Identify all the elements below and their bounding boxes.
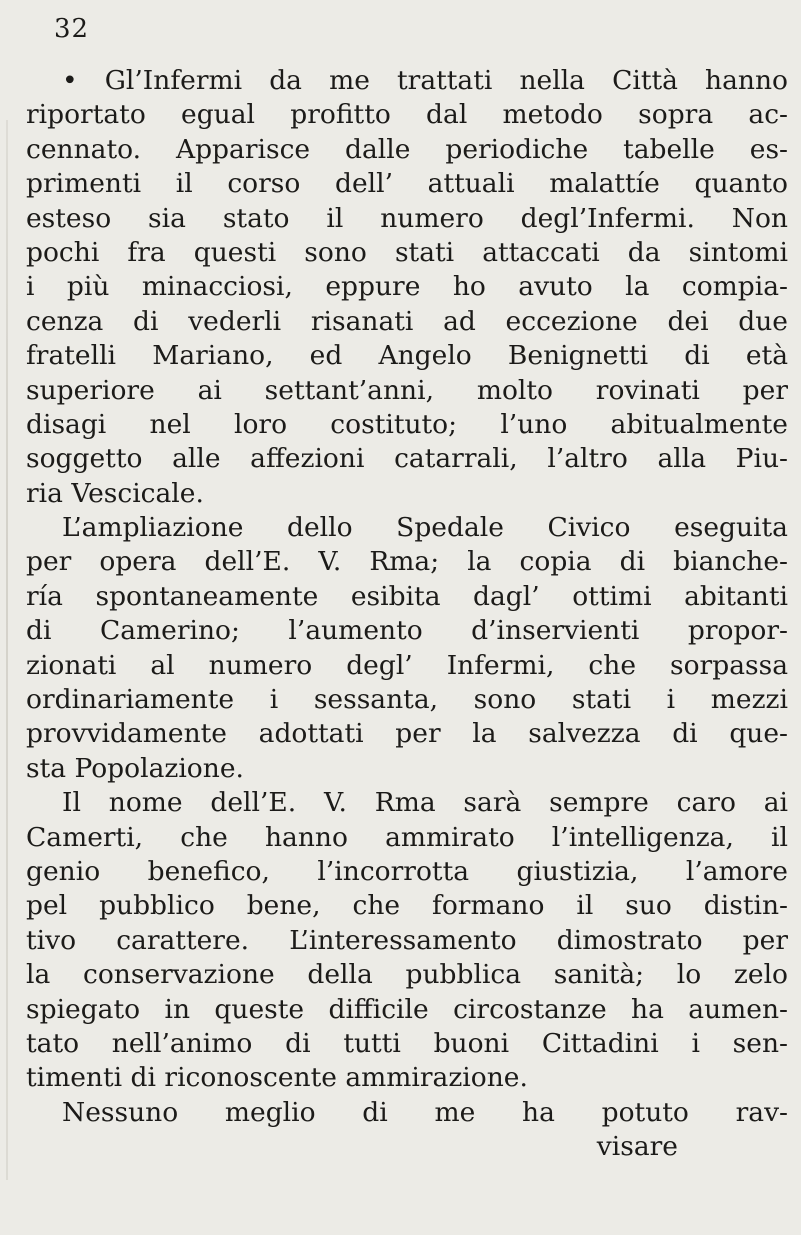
text-line: pel pubblico bene, che formano il suo distin- (26, 890, 788, 922)
text-line: di Camerino; l’aumento d’inservienti propor- (26, 615, 788, 647)
text-line: disagi nel loro costituto; l’uno abitualmente (26, 408, 788, 440)
text-line: pochi fra questi sono stati attaccati da sintomi (26, 236, 788, 268)
text-line: esteso sia stato il numero degl’Infermi. Non (26, 202, 788, 234)
text-line: ría spontaneamente esibita dagl’ ottimi abitanti (26, 580, 788, 612)
gutter-shadow (6, 120, 8, 1180)
text-line: sta Popolazione. (26, 752, 244, 784)
text-line: • Gl’Infermi da me trattati nella Città hanno (62, 65, 788, 96)
text-line: i più minacciosi, eppure ho avuto la compia- (26, 271, 788, 303)
text-line: timenti di riconoscente ammirazione. (26, 1062, 528, 1094)
text-line: spiegato in queste difficile circostanze ha aumen- (26, 993, 788, 1025)
text-line: fratelli Mariano, ed Angelo Benignetti di età (26, 340, 788, 372)
text-line: tivo carattere. L’interessamento dimostrato per (26, 924, 788, 956)
text-line: cenza di vederli risanati ad eccezione dei due (26, 305, 788, 337)
text-line: Il nome dell’E. V. Rma sarà sempre caro ai (62, 787, 788, 819)
text-line: visare (596, 1131, 678, 1163)
text-line: la conservazione della pubblica sanità; lo zelo (26, 959, 788, 991)
text-line: tato nell’animo di tutti buoni Cittadini i sen- (26, 1027, 788, 1059)
text-line: superiore ai settant’anni, molto rovinati per (26, 374, 788, 406)
text-line: genio benefico, l’incorrotta giustizia, l’amore (26, 855, 788, 887)
body-text (26, 64, 788, 1165)
text-line: provvidamente adottati per la salvezza di que- (26, 718, 788, 750)
text-line: Camerti, che hanno ammirato l’intelligenza, il (26, 821, 788, 853)
text-line: Nessuno meglio di me ha potuto rav- (62, 1096, 788, 1128)
text-line: per opera dell’E. V. Rma; la copia di bianche- (26, 546, 788, 578)
text-line: ria Vescicale. (26, 477, 204, 509)
text-line: zionati al numero degl’ Infermi, che sorpassa (26, 649, 788, 681)
page-number: 32 (54, 14, 90, 44)
text-line: riportato egual profitto dal metodo sopra ac- (26, 99, 788, 131)
text-line: cennato. Apparisce dalle periodiche tabelle es- (26, 133, 788, 165)
text-line: primenti il corso dell’ attuali malattíe quanto (26, 168, 788, 200)
text-line: L’ampliazione dello Spedale Civico eseguita (62, 512, 788, 544)
text-line: ordinariamente i sessanta, sono stati i mezzi (26, 684, 788, 716)
text-line: soggetto alle affezioni catarrali, l’altro alla Piu- (26, 443, 788, 475)
